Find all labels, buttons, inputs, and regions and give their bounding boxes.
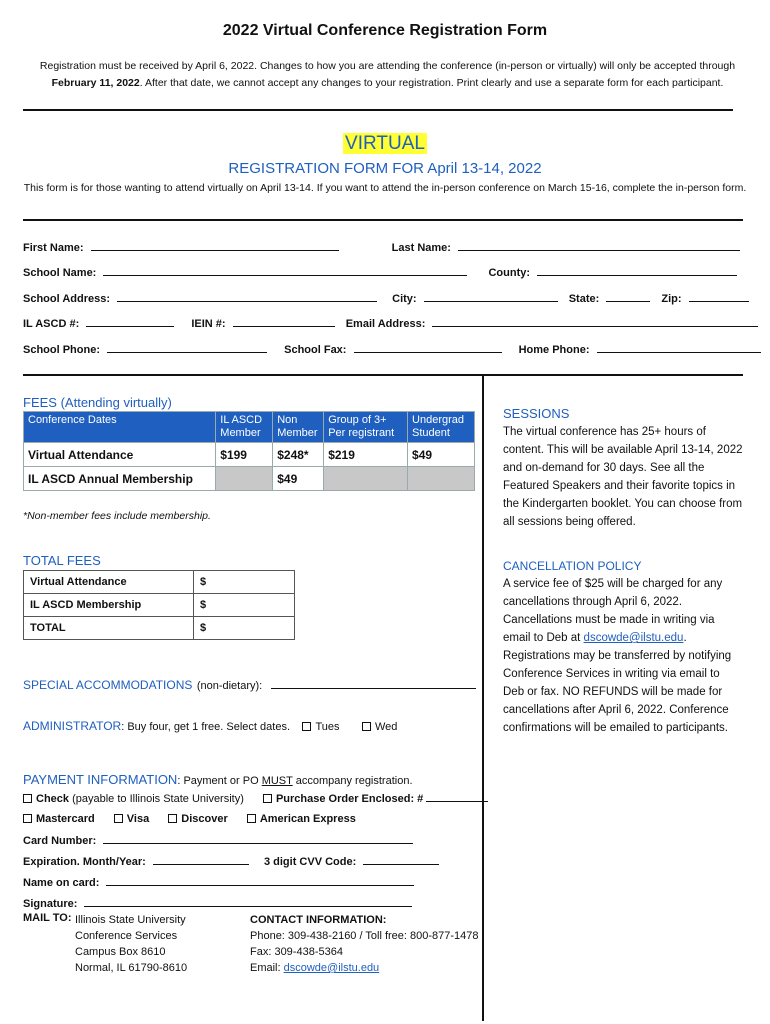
col-student: Undergrad Student xyxy=(408,412,475,443)
mastercard-checkbox[interactable]: Mastercard xyxy=(23,813,95,825)
total-fees-heading: TOTAL FEES xyxy=(23,553,101,568)
card-number-label: Card Number: xyxy=(23,835,97,847)
contact-fax: Fax: 309-438-5364 xyxy=(250,946,343,958)
checkbox-icon xyxy=(23,794,32,803)
school-phone-field[interactable] xyxy=(107,343,267,353)
zip-label: Zip: xyxy=(661,293,682,305)
last-name-field[interactable] xyxy=(458,241,740,251)
table-row: IL ASCD Membership $ xyxy=(24,594,295,617)
expiration-label: Expiration. Month/Year: xyxy=(23,856,146,868)
name-on-card-label: Name on card: xyxy=(23,877,100,889)
email-label: Email Address: xyxy=(345,318,426,330)
state-label: State: xyxy=(568,293,600,305)
signature-label: Signature: xyxy=(23,898,78,910)
cancellation-heading: CANCELLATION POLICY xyxy=(503,559,642,573)
checkbox-icon xyxy=(114,814,123,823)
fees-heading: FEES (Attending virtually) xyxy=(23,395,172,410)
amex-checkbox[interactable]: American Express xyxy=(247,813,356,825)
school-fax-field[interactable] xyxy=(354,343,502,353)
county-label: County: xyxy=(488,267,531,279)
school-address-label: School Address: xyxy=(23,293,110,305)
divider xyxy=(23,374,743,376)
contact-email-link[interactable]: dscowde@ilstu.edu xyxy=(283,962,380,974)
first-name-field[interactable] xyxy=(91,241,339,251)
administrator-row: ADMINISTRATOR: Buy four, get 1 free. Select dates. Tues Wed xyxy=(23,719,398,733)
cancellation-text: A service fee of $25 will be charged for any cancellations through April 6, 2022. Cancellations must be made in writing via email to Deb at dscowde@ilstu.edu. Registrations may be transferred by notifying Conference Services in writing via email to Deb or fax. NO REFUNDS will be made for cancellations after April 6, 2022. Conference confirmations will be emailed to participants. xyxy=(503,578,732,734)
po-number-field[interactable] xyxy=(426,792,488,802)
sessions-text: The virtual conference has 25+ hours of content. This will be available April 13-14, 2022 and on-demand for 30 days. See all the Featured Speakers and their favorite topics in the Kindergarten booklet. You can choose from all sessions being offered. xyxy=(503,426,743,528)
fees-footnote: *Non-member fees include membership. xyxy=(23,510,211,522)
col-member: IL ASCD Member xyxy=(216,412,273,443)
school-name-field[interactable] xyxy=(103,266,467,276)
email-field[interactable] xyxy=(432,317,758,327)
sessions-heading: SESSIONS xyxy=(503,406,570,421)
expiration-field[interactable] xyxy=(153,855,249,865)
cancellation-section xyxy=(503,557,743,737)
mail-address: Illinois State University Conference Services Campus Box 8610 Normal, IL 61790-8610 xyxy=(75,914,188,974)
column-divider xyxy=(482,376,484,1021)
discover-checkbox[interactable]: Discover xyxy=(168,813,227,825)
intro-text: Registration must be received by April 6, 2022. Changes to how you are attending the conference (in-person or virtually) will only be accepted through February 11, 2022. After that date, we cannot accept any changes to your registration. Print clearly and use a separate form for each participant. xyxy=(39,60,736,89)
tues-checkbox[interactable]: Tues xyxy=(302,717,339,734)
fees-table xyxy=(23,411,475,491)
sessions-section xyxy=(503,405,743,531)
total-field[interactable]: $ xyxy=(194,617,295,640)
il-ascd-field[interactable] xyxy=(86,317,174,327)
iein-label: IEIN #: xyxy=(191,318,226,330)
first-name-label: First Name: xyxy=(23,242,84,254)
checkbox-icon xyxy=(302,722,311,731)
virtual-heading: VIRTUAL xyxy=(345,133,425,154)
checkbox-icon xyxy=(263,794,272,803)
name-on-card-field[interactable] xyxy=(106,876,414,886)
home-phone-field[interactable] xyxy=(597,343,761,353)
county-field[interactable] xyxy=(537,266,737,276)
wed-checkbox[interactable]: Wed xyxy=(362,717,397,734)
table-row: Virtual Attendance $199 $248* $219 $49 xyxy=(24,443,475,467)
city-label: City: xyxy=(392,293,417,305)
table-row: TOTAL $ xyxy=(24,617,295,640)
mail-to-label: MAIL TO: xyxy=(23,912,72,924)
state-field[interactable] xyxy=(606,292,650,302)
total-fees-table xyxy=(23,570,295,640)
checkbox-icon xyxy=(23,814,32,823)
iein-field[interactable] xyxy=(233,317,335,327)
page-title: 2022 Virtual Conference Registration Form xyxy=(222,22,548,39)
contact-phone: Phone: 309-438-2160 / Toll free: 800-877-1478 xyxy=(250,930,479,942)
checkbox-icon xyxy=(247,814,256,823)
deadline-date: February 11, 2022 xyxy=(51,77,140,89)
po-checkbox[interactable]: Purchase Order Enclosed: # xyxy=(263,793,423,805)
divider xyxy=(23,109,733,111)
total-virtual-field[interactable]: $ xyxy=(194,571,295,594)
check-checkbox[interactable]: Check xyxy=(23,793,69,805)
total-membership-field[interactable]: $ xyxy=(194,594,295,617)
school-phone-label: School Phone: xyxy=(23,344,100,356)
special-accommodations-field[interactable] xyxy=(271,679,476,689)
virtual-note: This form is for those wanting to attend virtually on April 13-14. If you want to attend the in-person conference on March 15-16, complete the in-person form. xyxy=(23,182,747,194)
school-address-field[interactable] xyxy=(117,292,377,302)
school-fax-label: School Fax: xyxy=(284,344,347,356)
card-number-field[interactable] xyxy=(103,834,413,844)
checkbox-icon xyxy=(168,814,177,823)
signature-field[interactable] xyxy=(84,897,412,907)
cvv-label: 3 digit CVV Code: xyxy=(263,856,357,868)
col-group: Group of 3+ Per registrant xyxy=(324,412,408,443)
col-conference-dates: Conference Dates xyxy=(24,412,216,443)
form-subtitle: REGISTRATION FORM FOR April 13-14, 2022 xyxy=(228,160,542,177)
divider xyxy=(23,219,743,221)
cvv-field[interactable] xyxy=(363,855,439,865)
checkbox-icon xyxy=(362,722,371,731)
table-row: Virtual Attendance $ xyxy=(24,571,295,594)
fees-header-row xyxy=(24,412,475,443)
city-field[interactable] xyxy=(424,292,558,302)
school-name-label: School Name: xyxy=(23,267,97,279)
cancellation-email-link[interactable]: dscowde@ilstu.edu xyxy=(583,632,684,644)
special-accommodations: SPECIAL ACCOMMODATIONS (non-dietary): xyxy=(23,676,476,694)
zip-field[interactable] xyxy=(689,292,749,302)
contact-info: CONTACT INFORMATION: Phone: 309-438-2160 / Toll free: 800-877-1478 Fax: 309-438-5364 Email: dscowde@ilstu.edu xyxy=(250,914,479,974)
payment-heading-row: PAYMENT INFORMATION: Payment or PO MUST accompany registration. xyxy=(23,772,413,787)
table-row: IL ASCD Annual Membership $49 xyxy=(24,467,475,491)
last-name-label: Last Name: xyxy=(391,242,451,254)
visa-checkbox[interactable]: Visa xyxy=(114,813,149,825)
col-non-member: Non Member xyxy=(273,412,324,443)
il-ascd-label: IL ASCD #: xyxy=(23,318,80,330)
home-phone-label: Home Phone: xyxy=(518,344,590,356)
